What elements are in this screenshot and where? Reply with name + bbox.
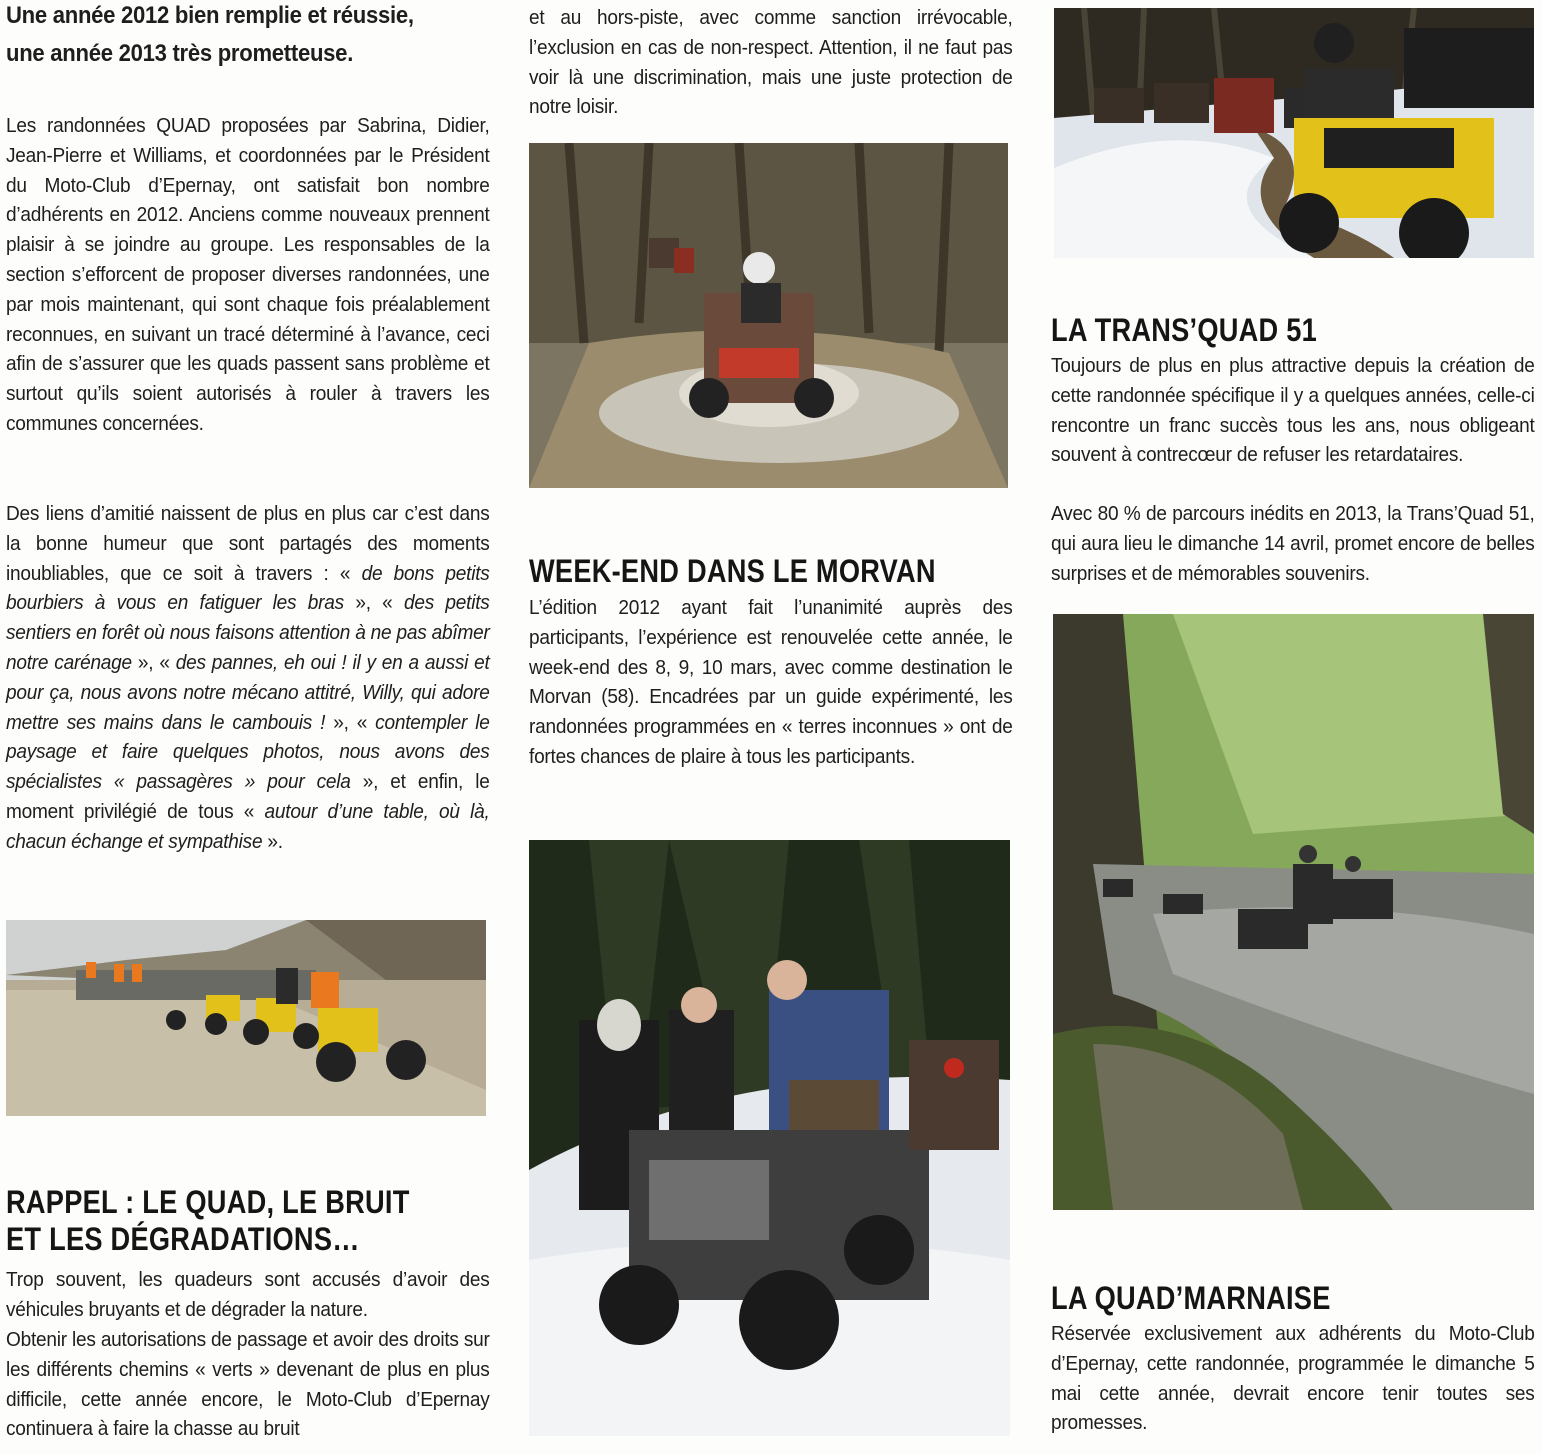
transquad-paragraph-2: Avec 80 % de parcours inédits en 2013, la Trans’Quad 51, qui aura lieu le dimanche 14 avril, promet encore de belles surprises et de mémorables souvenirs. — [1051, 502, 1535, 585]
rappel-continuation: et au hors-piste, avec comme sanction irrévocable, l’exclusion en cas de non-respect. Attention, il ne faut pas voir là une discrimination, mais une juste protection de notre loisir. — [529, 6, 1013, 119]
intro-paragraph-2: Des liens d’amitié naissent de plus en plus car c’est dans la bonne humeur que sont partagés des moments inoubliables, que ce soit à travers : « de bons petits bourbiers à vous en fatiguer les bras », « des petits sentiers en forêt où nous faisons attention à ne pas abîmer notre carénage », « des pannes, eh oui ! il y en a aussi et pour ça, nous avons notre mécano attitré, Willy, qui adore mettre ses mains dans le cambouis ! », « contempler le paysage et faire quelques photos, nous avons des spécialistes « passagères » pour cela », et enfin, le moment privilégié de tous « autour d’une table, où là, chacun échange et sympathise ». — [6, 502, 490, 853]
morvan-title: WEEK-END DANS LE MORVAN — [529, 553, 936, 589]
marnaise-paragraph: Réservée exclusivement aux adhérents du Moto-Club d’Epernay, cette randonnée, programmée le dimanche 5 mai cette année, devrait encore tenir toutes ses promesses. — [1051, 1322, 1535, 1435]
intro-paragraph-1: Les randonnées QUAD proposées par Sabrina, Didier, Jean-Pierre et Williams, et coordonnées par le Président du Moto-Club d’Epernay, ont satisfait bon nombre d’adhérents en 2012. Anciens comme nouveaux prennent plaisir à se joindre au groupe. Les responsables de la section s’efforcent de proposer diverses randonnées, une par mois maintenant, qui sont chaque fois préalablement reconnues, en suivant un tracé déterminé à l’avance, ceci afin de s’assurer que les quads passent sans problème et surtout qu’ils soient autorisés à rouler à travers les communes concernées. — [6, 114, 490, 435]
photo-quads-lineup — [6, 920, 486, 1116]
intro-title — [6, 2, 536, 68]
rappel-paragraph-2: Obtenir les autorisations de passage et avoir des droits sur les différents chemins « verts » devenant de plus en plus difficile, cette année encore, le Moto-Club d’Epernay continuera à faire la chasse au bruit — [6, 1328, 490, 1441]
photo-snowy-trail — [1054, 8, 1534, 258]
photo-forest-mud — [529, 143, 1008, 488]
transquad-title: LA TRANS’QUAD 51 — [1051, 312, 1318, 348]
rappel-title-line1: RAPPEL : LE QUAD, LE BRUIT — [6, 1184, 410, 1220]
transquad-paragraph-1: Toujours de plus en plus attractive depuis la création de cette randonnée spécifique il y a quelques années, celle-ci rencontre un franc succès tous les ans, nous obligeant souvent à contrecœur de refuser les retardataires. — [1051, 354, 1535, 467]
photo-river-crossing — [1053, 614, 1534, 1210]
intro-title-line1: Une année 2012 bien remplie et réussie, — [6, 2, 414, 29]
rappel-title — [6, 1183, 586, 1258]
intro-title-line2: une année 2013 très prometteuse. — [6, 40, 354, 67]
rappel-title-line2: ET LES DÉGRADATIONS… — [6, 1221, 360, 1257]
morvan-paragraph: L’édition 2012 ayant fait l’unanimité auprès des participants, l’expérience est renouvelée cette année, le week-end des 8, 9, 10 mars, avec comme destination le Morvan (58). Encadrées par un guide expérimenté, les randonnées programmées en « terres inconnues » ont de fortes chances de plaire à tous les participants. — [529, 596, 1013, 768]
marnaise-title: LA QUAD’MARNAISE — [1051, 1280, 1331, 1316]
photo-snow-riders — [529, 840, 1010, 1436]
rappel-paragraph-1: Trop souvent, les quadeurs sont accusés d’avoir des véhicules bruyants et de dégrader la nature. — [6, 1268, 490, 1321]
